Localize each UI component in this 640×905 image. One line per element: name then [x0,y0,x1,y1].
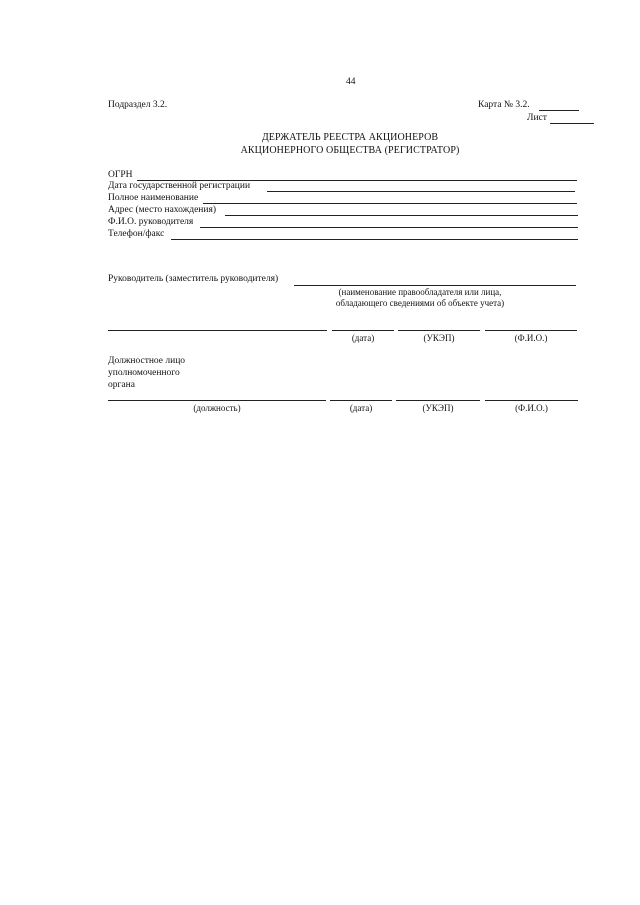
full-name-label: Полное наименование [108,193,199,203]
head-signature-caption-line2: обладающего сведениями об объекте учета) [335,298,505,308]
head-ukep-caption: (УКЭП) [423,333,455,343]
head-fio-line[interactable] [485,330,577,331]
head-ukep-line[interactable] [398,330,480,331]
head-date-caption: (дата) [351,333,375,343]
head-signature-caption-line1: (наименование правообладателя или лица, [338,287,502,297]
address-label: Адрес (место нахождения) [108,205,217,215]
subsection-label: Подраздел 3.2. [108,100,168,110]
head-fio-caption: (Ф.И.О.) [514,333,548,343]
sheet-label: Лист [527,113,547,123]
head-name-label: Ф.И.О. руководителя [108,217,194,227]
full-name-field[interactable] [203,203,577,204]
official-ukep-caption: (УКЭП) [422,403,454,413]
ogrn-label: ОГРН [108,170,133,180]
page-number: 44 [346,77,356,87]
official-label-line3: органа [108,380,135,390]
official-date-caption: (дата) [349,403,373,413]
head-date-line[interactable] [332,330,394,331]
official-position-line[interactable] [108,400,326,401]
sheet-field[interactable] [550,123,594,124]
head-signature-label: Руководитель (заместитель руководителя) [108,274,279,284]
registration-date-field[interactable] [267,191,575,192]
official-label-line1: Должностное лицо [108,356,186,366]
phone-fax-label: Телефон/факс [108,229,165,239]
official-label-line2: уполномоченного [108,368,180,378]
document-title-line1: ДЕРЖАТЕЛЬ РЕЕСТРА АКЦИОНЕРОВ [261,132,439,143]
head-name-field[interactable] [200,227,578,228]
official-position-caption: (должность) [193,403,241,413]
official-ukep-line[interactable] [396,400,480,401]
document-title-line2: АКЦИОНЕРНОГО ОБЩЕСТВА (РЕГИСТРАТОР) [240,145,460,156]
card-number-field[interactable] [539,110,579,111]
official-fio-caption: (Ф.И.О.) [515,403,548,413]
head-name-sign-line[interactable] [108,330,327,331]
head-signature-field[interactable] [294,285,576,286]
registration-date-label: Дата государственной регистрации [108,181,251,191]
card-number-label: Карта № 3.2. [478,100,530,110]
official-date-line[interactable] [330,400,392,401]
address-field[interactable] [225,215,578,216]
official-fio-line[interactable] [485,400,578,401]
phone-fax-field[interactable] [171,239,578,240]
